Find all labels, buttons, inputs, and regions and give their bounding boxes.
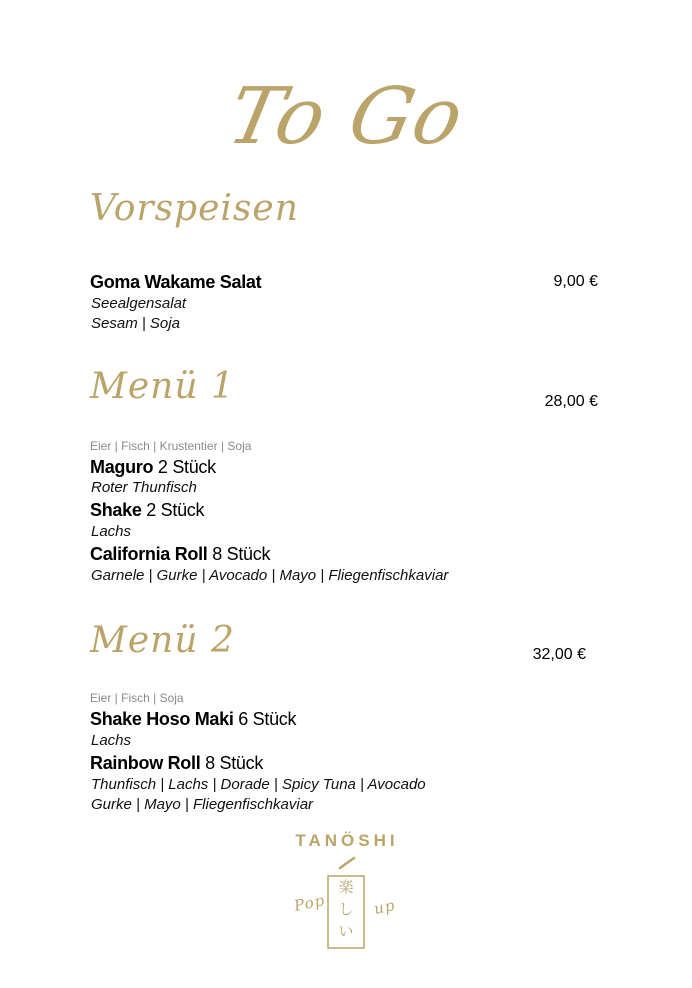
item-description: Thunfisch | Lachs | Dorade | Spicy Tuna | Avocado (91, 776, 426, 793)
item-name: Shake 2 Stück (90, 500, 205, 520)
item-name: California Roll 8 Stück (90, 544, 271, 564)
item-description: Lachs (91, 523, 132, 540)
item-quantity: 2 Stück (157, 457, 216, 477)
logo-up-script: up (372, 895, 397, 919)
item-description: Gurke | Mayo | Fliegenfischkaviar (91, 796, 314, 813)
section-heading-menu-1: Menü 1 (90, 366, 235, 407)
section-heading-menu-2: Menü 2 (90, 620, 235, 661)
item-description: Sesam | Soja (91, 315, 180, 332)
logo-wordmark: TANÖSHI (295, 831, 399, 850)
item-quantity: 2 Stück (146, 500, 205, 520)
item-price: 9,00 € (553, 273, 598, 290)
tanoshi-logo (286, 828, 408, 958)
item-quantity: 8 Stück (205, 753, 264, 773)
item-name: Rainbow Roll 8 Stück (90, 753, 264, 773)
item-quantity: 6 Stück (238, 709, 297, 729)
item-name: Shake Hoso Maki 6 Stück (90, 709, 297, 729)
logo-pop-script: Pop (292, 890, 327, 916)
menu-price: 28,00 € (544, 393, 598, 410)
item-description: Garnele | Gurke | Avocado | Mayo | Fliegenfischkaviar (91, 567, 449, 584)
item-description: Lachs (91, 732, 132, 749)
item-name: Maguro 2 Stück (90, 457, 216, 477)
page-title: To Go (220, 72, 472, 162)
item-quantity: 8 Stück (212, 544, 271, 564)
logo-kanji: 楽 し い (338, 878, 354, 940)
section-heading-vorspeisen: Vorspeisen (90, 188, 299, 229)
item-description: Seealgensalat (91, 295, 187, 312)
item-description: Roter Thunfisch (91, 479, 197, 496)
allergen-info: Eier | Fisch | Soja (90, 691, 184, 705)
item-name: Goma Wakame Salat (90, 272, 262, 292)
allergen-info: Eier | Fisch | Krustentier | Soja (90, 439, 252, 453)
menu-price: 32,00 € (532, 646, 586, 663)
